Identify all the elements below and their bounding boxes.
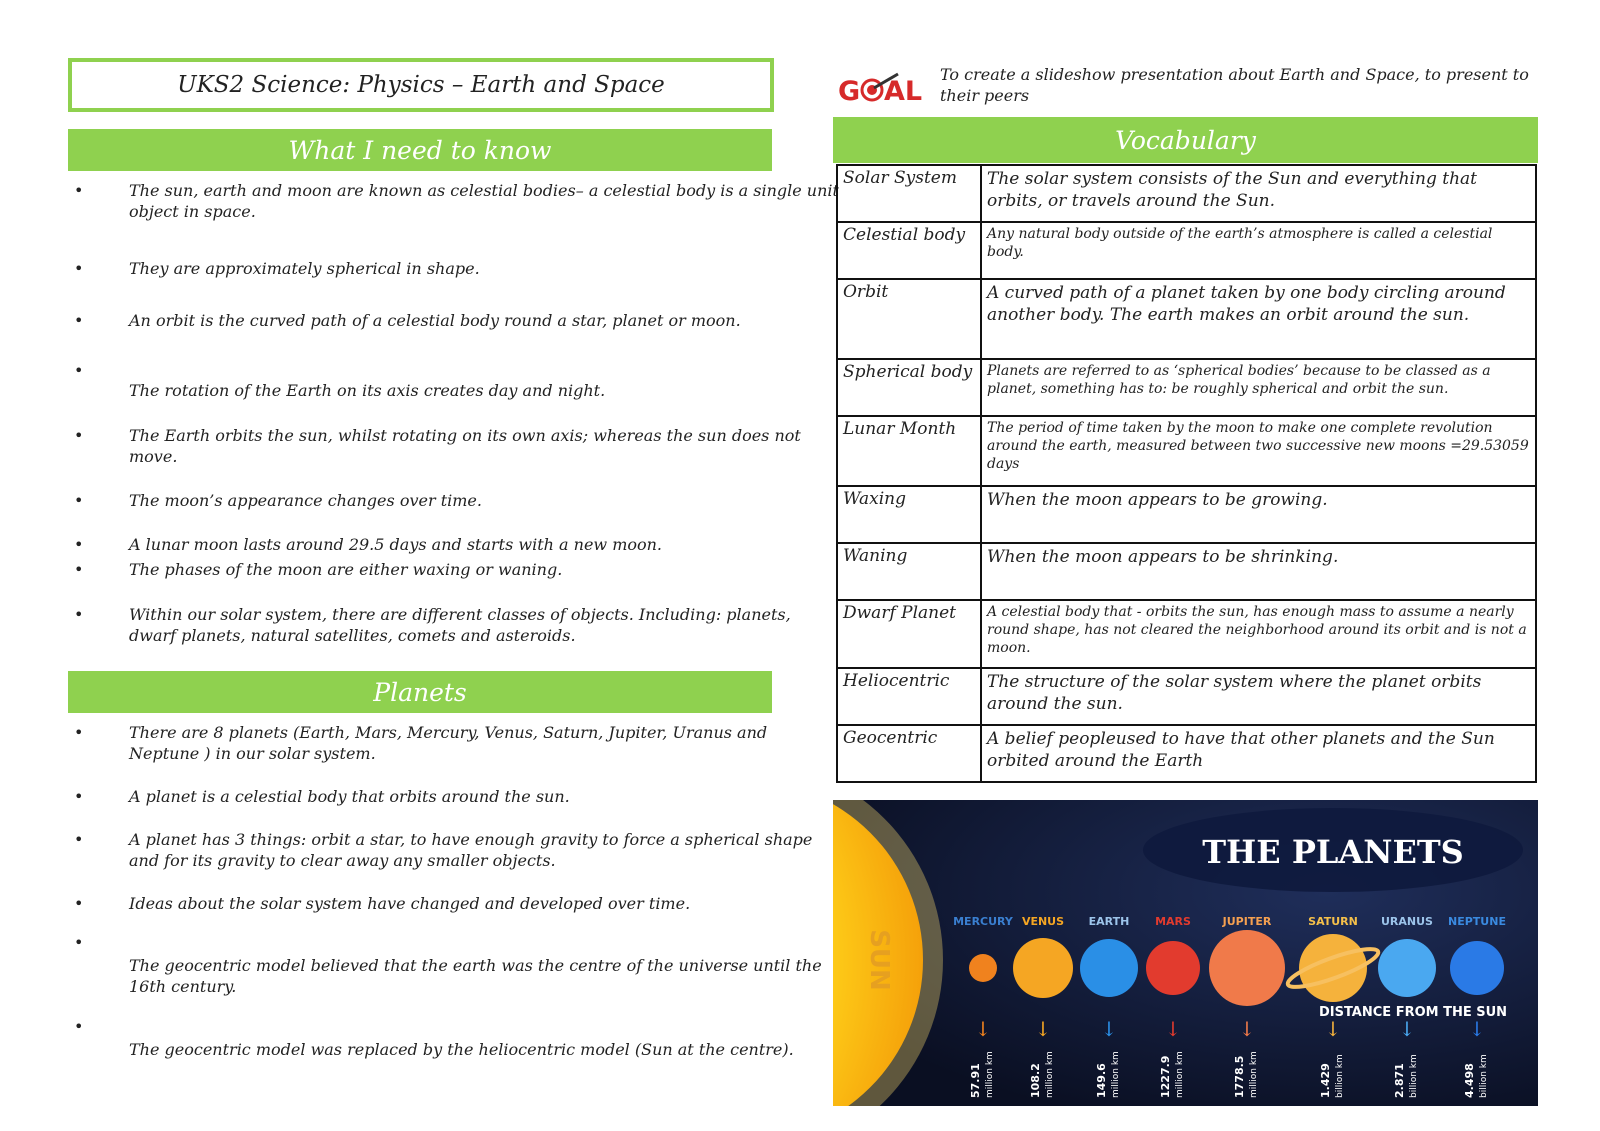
planet-distance-unit: million km	[1045, 1051, 1055, 1098]
planet-distance-unit: billion km	[1479, 1054, 1489, 1098]
planet-distance-unit: million km	[985, 1051, 995, 1098]
know-heading-text: What I need to know	[288, 135, 552, 165]
planet-distance: 108.2	[1029, 1063, 1042, 1098]
goal-logo	[838, 68, 928, 108]
down-arrow-icon: ↓	[1100, 1017, 1118, 1041]
definition-cell: A curved path of a planet taken by one body circling around another body. The earth makes an orbit around the sun.	[981, 279, 1536, 359]
bullet-icon: •	[74, 1017, 84, 1036]
planet-distance-unit: billion km	[1335, 1054, 1345, 1098]
earth-planet-icon	[1080, 939, 1138, 997]
know-heading	[68, 129, 772, 171]
term-cell: Dwarf Planet	[837, 600, 981, 668]
down-arrow-icon: ↓	[1398, 1017, 1416, 1041]
mercury-planet-icon	[969, 954, 997, 982]
planet-name: SATURN	[1308, 915, 1358, 928]
definition-cell: Planets are referred to as ‘spherical bodies’ because to be classed as a planet, something has to: be roughly spherical and orbit the sun.	[981, 359, 1536, 416]
bullet-icon: •	[74, 491, 84, 510]
definition-cell: When the moon appears to be shrinking.	[981, 543, 1536, 600]
down-arrow-icon: ↓	[1324, 1017, 1342, 1041]
table-row	[837, 600, 1536, 668]
bullet-icon: •	[74, 560, 84, 579]
table-row	[837, 279, 1536, 359]
term-cell: Orbit	[837, 279, 981, 359]
planet-name: EARTH	[1088, 915, 1130, 928]
term-cell: Heliocentric	[837, 668, 981, 725]
planet-name: URANUS	[1381, 915, 1433, 928]
title-text: UKS2 Science: Physics – Earth and Space	[177, 72, 665, 98]
planet-name: MERCURY	[953, 915, 1013, 928]
bullet-icon: •	[74, 259, 84, 278]
planet-name: MARS	[1155, 915, 1191, 928]
list-item-text: Within our solar system, there are different classes of objects. Including: planets, dwarf planets, natural satellites, comets and asteroids.	[129, 605, 791, 645]
planet-distance-unit: million km	[1175, 1051, 1185, 1098]
definition-cell: A belief peopleused to have that other planets and the Sun orbited around the Earth	[981, 725, 1536, 782]
neptune-planet-icon	[1450, 941, 1504, 995]
bullet-icon: •	[74, 535, 84, 554]
goal-icon	[838, 68, 928, 108]
list-item-text: The geocentric model believed that the earth was the centre of the universe until the 16th century.	[129, 956, 822, 996]
term-cell: Spherical body	[837, 359, 981, 416]
list-item-text: A lunar moon lasts around 29.5 days and starts with a new moon.	[129, 535, 663, 554]
venus-planet-icon	[1013, 938, 1073, 998]
bullet-icon: •	[74, 426, 84, 445]
goal-text: To create a slideshow presentation about Earth and Space, to present to their peers	[940, 65, 1529, 105]
bullet-icon: •	[74, 933, 84, 952]
table-row	[837, 668, 1536, 725]
jupiter-planet-icon	[1209, 930, 1285, 1006]
list-item-text: The sun, earth and moon are known as celestial bodies– a celestial body is a single unit object in space.	[129, 181, 839, 221]
list-item-text: The geocentric model was replaced by the heliocentric model (Sun at the centre).	[129, 1040, 794, 1059]
planet-distance: 1778.5	[1233, 1055, 1246, 1098]
list-item-text: A planet has 3 things: orbit a star, to have enough gravity to force a spherical shape and for its gravity to clear away any smaller objects.	[129, 830, 813, 870]
definition-cell: The period of time taken by the moon to make one complete revolution around the earth, measured between two successive new moons =29.53059 days	[981, 416, 1536, 486]
planets-heading-text: Planets	[373, 677, 467, 707]
down-arrow-icon: ↓	[1034, 1017, 1052, 1041]
planet-name: NEPTUNE	[1448, 915, 1506, 928]
table-row	[837, 165, 1536, 222]
bullet-icon: •	[74, 605, 84, 624]
definition-cell: The structure of the solar system where the planet orbits around the sun.	[981, 668, 1536, 725]
down-arrow-icon: ↓	[1468, 1017, 1486, 1041]
sun-label: SUN	[864, 929, 894, 991]
list-item-text: An orbit is the curved path of a celestial body round a star, planet or moon.	[129, 311, 741, 330]
list-item-text: There are 8 planets (Earth, Mars, Mercury, Venus, Saturn, Jupiter, Uranus and Neptune ) in our solar system.	[129, 723, 768, 763]
planets-title: THE PLANETS	[1202, 833, 1464, 871]
table-row	[837, 359, 1536, 416]
planets-infographic	[833, 800, 1538, 1106]
distance-label: DISTANCE FROM THE SUN	[1318, 1005, 1508, 1020]
bullet-icon: •	[74, 787, 84, 806]
table-row	[837, 543, 1536, 600]
planet-distance: 4.498	[1463, 1063, 1476, 1098]
bullet-icon: •	[74, 361, 84, 380]
uranus-planet-icon	[1378, 939, 1436, 997]
bullet-icon: •	[74, 723, 84, 742]
planet-distance: 2.871	[1393, 1063, 1406, 1098]
term-cell: Geocentric	[837, 725, 981, 782]
list-item-text: The rotation of the Earth on its axis creates day and night.	[129, 381, 606, 400]
bullet-icon: •	[74, 894, 84, 913]
table-row	[837, 222, 1536, 279]
list-item-text: The phases of the moon are either waxing or waning.	[129, 560, 563, 579]
table-row	[837, 725, 1536, 782]
definition-cell: A celestial body that - orbits the sun, has enough mass to assume a nearly round shape, has not cleared the neighborhood around its orbit and is not a moon.	[981, 600, 1536, 668]
list-item-text: A planet is a celestial body that orbits around the sun.	[129, 787, 570, 806]
definition-cell: When the moon appears to be growing.	[981, 486, 1536, 543]
mars-planet-icon	[1146, 941, 1200, 995]
svg-text:G: G	[838, 76, 861, 107]
term-cell: Solar System	[837, 165, 981, 222]
list-item-text: The Earth orbits the sun, whilst rotating on its own axis; whereas the sun does not move.	[129, 426, 801, 466]
page-title	[68, 58, 774, 112]
vocabulary-table	[836, 164, 1537, 783]
definition-cell: Any natural body outside of the earth’s atmosphere is called a celestial body.	[981, 222, 1536, 279]
planets-heading	[68, 671, 772, 713]
bullet-icon: •	[74, 311, 84, 330]
down-arrow-icon: ↓	[974, 1017, 992, 1041]
term-cell: Celestial body	[837, 222, 981, 279]
planet-distance: 1227.9	[1159, 1055, 1172, 1098]
table-row	[837, 416, 1536, 486]
planet-distance-unit: million km	[1249, 1051, 1259, 1098]
term-cell: Waning	[837, 543, 981, 600]
table-row	[837, 486, 1536, 543]
down-arrow-icon: ↓	[1164, 1017, 1182, 1041]
down-arrow-icon: ↓	[1238, 1017, 1256, 1041]
vocab-heading	[833, 117, 1538, 163]
term-cell: Waxing	[837, 486, 981, 543]
planet-distance: 1.429	[1319, 1063, 1332, 1098]
planet-distance-unit: billion km	[1409, 1054, 1419, 1098]
list-item-text: Ideas about the solar system have changed and developed over time.	[129, 894, 691, 913]
definition-cell: The solar system consists of the Sun and everything that orbits, or travels around the Sun.	[981, 165, 1536, 222]
list-item-text: The moon’s appearance changes over time.	[129, 491, 482, 510]
planet-distance: 57.91	[969, 1063, 982, 1098]
planets-graphic	[833, 800, 1538, 1106]
planet-name: VENUS	[1021, 915, 1065, 928]
planet-name: JUPITER	[1222, 915, 1272, 928]
bullet-icon: •	[74, 181, 84, 200]
vocab-heading-text: Vocabulary	[1115, 125, 1256, 155]
planet-distance-unit: million km	[1111, 1051, 1121, 1098]
term-cell: Lunar Month	[837, 416, 981, 486]
list-item-text: They are approximately spherical in shape.	[129, 259, 480, 278]
planet-distance: 149.6	[1095, 1063, 1108, 1098]
bullet-icon: •	[74, 830, 84, 849]
svg-text:AL: AL	[884, 76, 923, 107]
